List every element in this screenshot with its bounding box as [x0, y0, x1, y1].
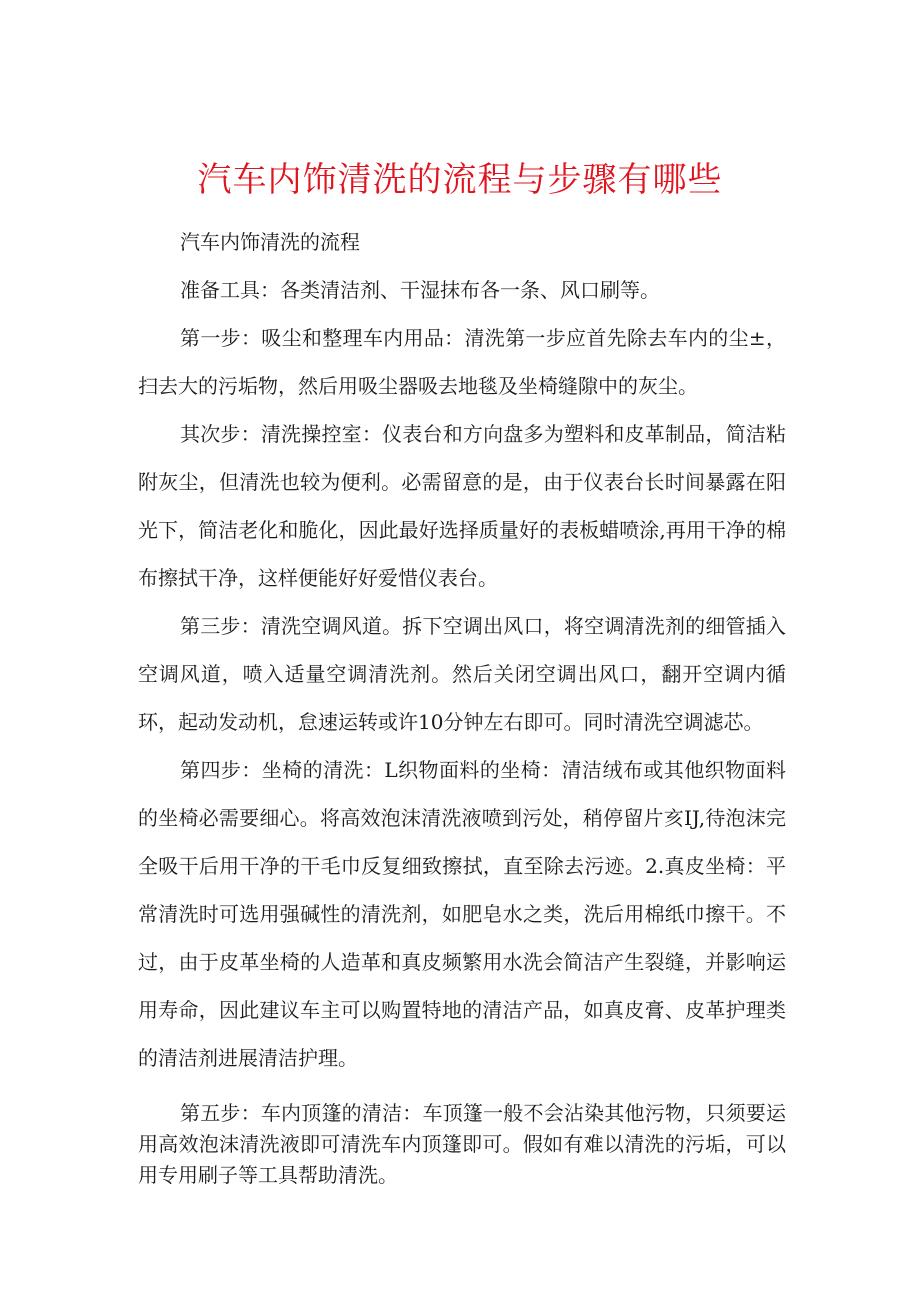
tools-paragraph: 准备工具：各类清洁剂、干湿抹布各一条、风口刷等。 — [180, 278, 660, 302]
step5-paragraph: 第五步：车内顶篷的清洁：车顶篷一般不会沾染其他污物，只须要运用高效泡沫清洗液即可清洗车内顶篷即可。假如有难以清洗的污垢，可以用专用刷子等工具帮助清洗。 — [138, 1101, 786, 1187]
document-title: 汽车内饰清洗的流程与步骤有哪些 — [197, 159, 723, 200]
section-subtitle: 汽车内饰清洗的流程 — [180, 230, 360, 254]
step1-paragraph: 第一步：吸尘和整理车内用品：清洗第一步应首先除去车内的尘±，扫去大的污垢物，然后用吸尘器吸去地毯及坐椅缝隙中的灰尘。 — [138, 326, 786, 398]
step2-paragraph: 其次步：清洗操控室：仪表台和方向盘多为塑料和皮革制品，简洁粘附灰尘，但清洗也较为便利。必需留意的是，由于仪表台长时间暴露在阳光下，简洁老化和脆化，因此最好选择质量好的表板蜡喷涂,再用干净的棉布擦拭干净，这样便能好好爱惜仪表台。 — [138, 422, 786, 590]
step4-paragraph: 第四步：坐椅的清洗：L织物面料的坐椅：清洁绒布或其他织物面料的坐椅必需要细心。将高效泡沫清洗液喷到污处，稍停留片亥IJ,待泡沫完全吸干后用干净的干毛巾反复细致擦拭，直至除去污迹。2.真皮坐椅：平常清洗时可选用强碱性的清洗剂，如肥皂水之类，洗后用棉纸巾擦干。不过，由于皮革坐椅的人造革和真皮频繁用水洗会简洁产生裂缝，并影响运用寿命，因此建议车主可以购置特地的清洁产品，如真皮膏、皮革护理类的清洁剂进展清洁护理。 — [138, 758, 786, 1070]
step3-paragraph: 第三步：清洗空调风道。拆下空调出风口，将空调清洗剂的细管插入空调风道，喷入适量空调清洗剂。然后关闭空调出风口，翻开空调内循环，起动发动机，怠速运转或许10分钟左右即可。同时清洗空调滤芯。 — [138, 614, 786, 734]
